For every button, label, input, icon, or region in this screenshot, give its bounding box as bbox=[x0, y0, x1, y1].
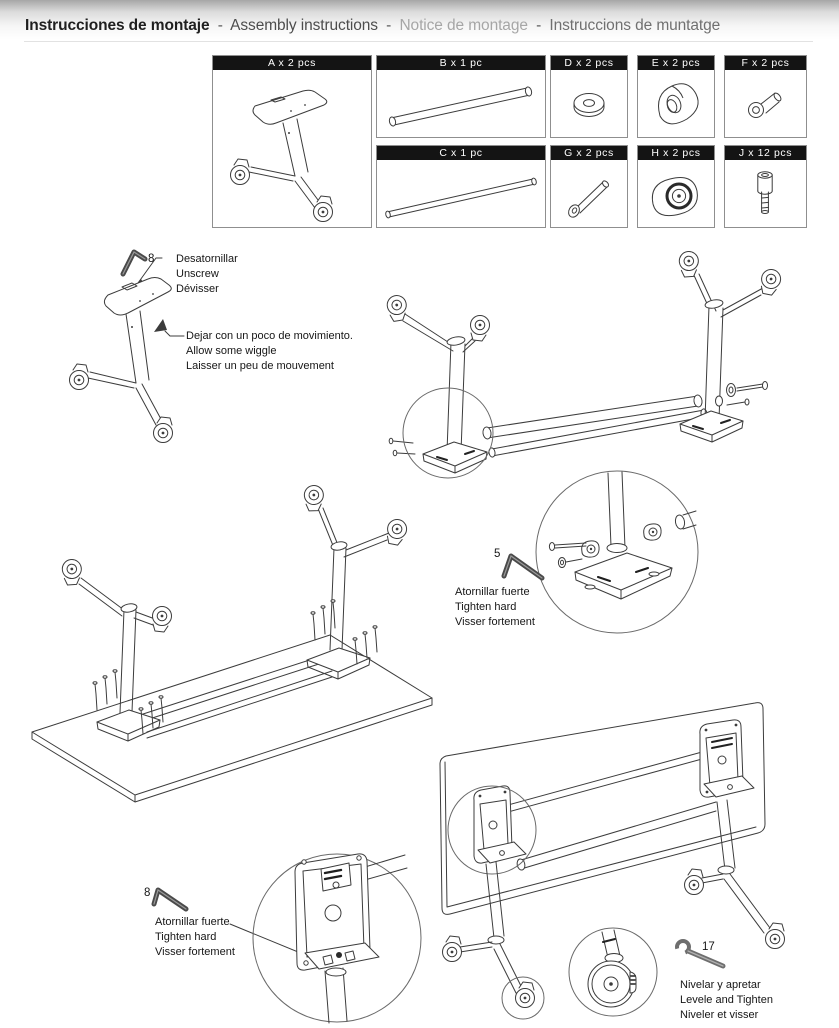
note-level-en: Levele and Tighten bbox=[680, 994, 773, 1006]
note-tighten-bracket-fr: Visser fortement bbox=[155, 946, 235, 958]
part-G-illustration bbox=[551, 160, 627, 227]
step3-tabletop-illustration bbox=[25, 470, 445, 815]
title-separator: - bbox=[217, 17, 223, 34]
note-tighten-base-en: Tighten hard bbox=[455, 601, 517, 613]
note-unscrew bbox=[176, 252, 238, 297]
part-label-D: D x 2 pcs bbox=[551, 56, 627, 70]
part-B-illustration bbox=[377, 70, 545, 137]
step4-flipped-table-illustration bbox=[430, 700, 839, 1028]
note-wiggle-en: Allow some wiggle bbox=[186, 345, 277, 357]
note-tighten-base-es: Atornillar fuerte bbox=[455, 586, 530, 598]
part-label-E: E x 2 pcs bbox=[638, 56, 714, 70]
note-tighten-bracket-es: Atornillar fuerte bbox=[155, 916, 230, 928]
allen-size-8b: 8 bbox=[144, 887, 151, 899]
page-title bbox=[25, 17, 720, 35]
note-level bbox=[680, 978, 773, 1023]
part-D-illustration bbox=[551, 70, 627, 137]
part-box-J bbox=[724, 145, 807, 228]
note-wiggle-es: Dejar con un poco de movimiento. bbox=[186, 330, 353, 342]
part-box-E bbox=[637, 55, 715, 138]
part-label-A: A x 2 pcs bbox=[213, 56, 371, 70]
wrench-size-17: 17 bbox=[702, 941, 715, 953]
part-C-illustration bbox=[377, 160, 545, 227]
part-label-C: C x 1 pc bbox=[377, 146, 545, 160]
note-tighten-base-fr: Visser fortement bbox=[455, 616, 535, 628]
part-A-illustration bbox=[213, 70, 371, 227]
allen-key-icon bbox=[115, 244, 151, 280]
title-es: Instrucciones de montaje bbox=[25, 17, 210, 34]
note-tighten-bracket-en: Tighten hard bbox=[155, 931, 217, 943]
title-separator: - bbox=[536, 17, 542, 34]
part-label-G: G x 2 pcs bbox=[551, 146, 627, 160]
part-box-A bbox=[212, 55, 372, 228]
part-box-G bbox=[550, 145, 628, 228]
part-box-H bbox=[637, 145, 715, 228]
part-H-illustration bbox=[638, 160, 714, 227]
part-box-D bbox=[550, 55, 628, 138]
note-tighten-bracket bbox=[155, 915, 235, 960]
part-box-F bbox=[724, 55, 807, 138]
part-label-J: J x 12 pcs bbox=[725, 146, 806, 160]
step2-frame-illustration bbox=[375, 230, 839, 485]
wrench-icon bbox=[677, 941, 723, 966]
part-F-illustration bbox=[725, 70, 806, 137]
part-J-illustration bbox=[725, 160, 806, 227]
part-label-F: F x 2 pcs bbox=[725, 56, 806, 70]
part-box-B bbox=[376, 55, 546, 138]
part-label-B: B x 1 pc bbox=[377, 56, 545, 70]
title-divider bbox=[24, 41, 813, 42]
note-unscrew-es: Desatornillar bbox=[176, 253, 238, 265]
part-label-H: H x 2 pcs bbox=[638, 146, 714, 160]
note-level-fr: Niveler et visser bbox=[680, 1009, 759, 1021]
note-tighten-base bbox=[455, 585, 535, 630]
title-separator: - bbox=[386, 17, 392, 34]
part-E-illustration bbox=[638, 70, 714, 137]
note-unscrew-en: Unscrew bbox=[176, 268, 219, 280]
allen-size-5: 5 bbox=[494, 548, 501, 560]
note-unscrew-fr: Dévisser bbox=[176, 283, 219, 295]
allen-size-8: 8 bbox=[148, 253, 155, 265]
note-wiggle-fr: Laisser un peu de mouvement bbox=[186, 360, 334, 372]
note-level-es: Nivelar y apretar bbox=[680, 979, 761, 991]
note-wiggle bbox=[186, 329, 353, 374]
bracket-detail-illustration bbox=[225, 845, 430, 1028]
caster-detail bbox=[569, 928, 657, 1016]
part-box-C bbox=[376, 145, 546, 228]
title-ca: Instruccions de muntatge bbox=[549, 17, 721, 34]
title-en: Assembly instructions bbox=[230, 17, 378, 34]
title-fr: Notice de montage bbox=[399, 17, 528, 34]
allen-key-icon bbox=[150, 882, 192, 916]
